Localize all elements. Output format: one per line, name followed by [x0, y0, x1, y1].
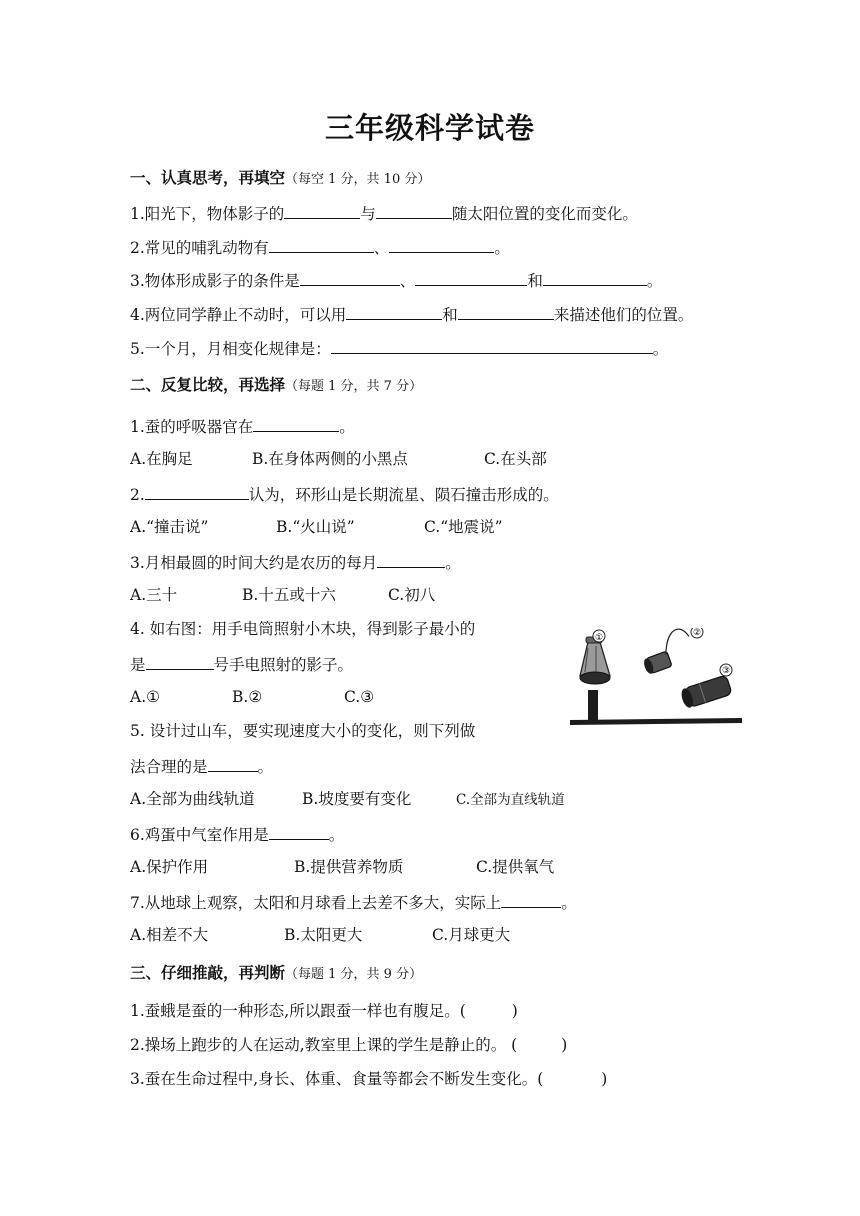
choice-question-5-cont	[130, 754, 273, 778]
judge-question-3	[130, 1068, 607, 1090]
choice-question-2	[130, 482, 559, 506]
choice-question-5	[130, 720, 475, 742]
fill-q1-text-b: 与	[360, 205, 376, 223]
flashlight-2-icon	[636, 628, 696, 675]
fill-question-1	[130, 201, 638, 225]
answer-blank[interactable]	[269, 822, 329, 840]
option-a[interactable]: A.三十	[130, 586, 178, 604]
fill-q2-text-c: 。	[494, 239, 510, 257]
choice-question-7	[130, 890, 577, 914]
answer-blank[interactable]	[331, 336, 653, 354]
option-b[interactable]: B.太阳更大	[284, 926, 363, 944]
answer-blank[interactable]	[284, 201, 360, 219]
choice-q6-stem-b: 。	[328, 826, 345, 844]
judge-q3-text: 3.蚕在生命过程中,身长、体重、食量等都会不断发生变化。(	[130, 1070, 544, 1088]
option-b[interactable]: B.②	[232, 688, 263, 706]
option-c[interactable]: C.全部为直线轨道	[456, 792, 565, 808]
answer-blank[interactable]	[389, 235, 494, 253]
option-c[interactable]: C.在头部	[484, 450, 547, 468]
judge-question-1	[130, 1000, 518, 1022]
choice-question-6	[130, 822, 344, 846]
choice-q5-line-2b: 。	[257, 758, 274, 776]
option-c[interactable]: C.初八	[388, 586, 436, 604]
flashlight-3-icon	[679, 675, 732, 709]
section-2-heading	[130, 374, 422, 398]
judge-q3-close: )	[601, 1070, 608, 1088]
judge-q2-text: 2.操场上跑步的人在运动,教室里上课的学生是静止的。 (	[130, 1036, 518, 1054]
choice-q5-line-2a: 法合理的是	[130, 758, 208, 776]
answer-blank[interactable]	[376, 201, 452, 219]
choice-q7-stem-a: 7.从地球上观察，太阳和月球看上去差不多大，实际上	[130, 894, 502, 912]
page-title: 三年级科学试卷	[324, 111, 535, 145]
wood-block	[588, 690, 598, 720]
fill-q1-text-c: 随太阳位置的变化而变化。	[451, 205, 638, 223]
choice-options-6	[130, 856, 554, 878]
answer-blank[interactable]	[300, 268, 400, 286]
answer-blank[interactable]	[346, 302, 442, 320]
choice-question-4	[130, 618, 475, 640]
answer-blank[interactable]	[253, 414, 339, 432]
section-2-note: （每题 1 分，共 7 分）	[285, 379, 423, 394]
fill-q4-text-c: 来描述他们的位置。	[553, 306, 694, 324]
choice-q3-stem-a: 3.月相最圆的时间大约是农历的每月	[130, 554, 378, 572]
fill-q3-text-c: 和	[527, 272, 543, 290]
fill-q3-text-a: 3.物体形成影子的条件是	[130, 272, 300, 290]
fill-question-2	[130, 235, 510, 259]
choice-q6-stem-a: 6.鸡蛋中气室作用是	[130, 826, 269, 844]
answer-blank[interactable]	[269, 235, 374, 253]
answer-blank[interactable]	[146, 652, 214, 670]
fill-q3-text-d: 。	[646, 272, 663, 290]
fill-question-4	[130, 302, 693, 326]
judge-q1-text: 1.蚕蛾是蚕的一种形态,所以跟蚕一样也有腹足。(	[130, 1002, 466, 1020]
choice-options-3	[130, 584, 435, 606]
answer-blank[interactable]	[543, 268, 647, 286]
choice-q1-stem-a: 1.蚕的呼吸器官在	[130, 418, 254, 436]
section-1-title: 一、认真思考，再填空	[130, 169, 286, 187]
choice-q4-line-1: 4. 如右图：用手电筒照射小木块，得到影子最小的	[130, 620, 476, 638]
choice-question-3	[130, 550, 461, 574]
choice-q7-stem-b: 。	[561, 894, 577, 912]
choice-options-5	[130, 788, 565, 811]
option-b[interactable]: B.十五或十六	[242, 586, 336, 604]
section-3-note: （每题 1 分，共 9 分）	[285, 967, 423, 982]
option-b[interactable]: B.坡度要有变化	[302, 790, 412, 808]
option-b[interactable]: B.在身体两侧的小黑点	[252, 450, 408, 468]
fill-q2-text-b: 、	[373, 239, 390, 257]
judge-q1-close: )	[511, 1002, 518, 1020]
option-a[interactable]: A.相差不大	[130, 926, 209, 944]
fill-question-5	[130, 336, 668, 360]
option-b[interactable]: B.提供营养物质	[294, 858, 404, 876]
option-b[interactable]: B.“火山说”	[276, 518, 355, 536]
judge-q2-close: )	[561, 1036, 568, 1054]
flashlight-label-3: ③	[721, 666, 731, 676]
option-a[interactable]: A.全部为曲线轨道	[130, 790, 255, 808]
option-c[interactable]: C.月球更大	[432, 926, 511, 944]
section-1-heading	[130, 167, 430, 191]
choice-q3-stem-b: 。	[445, 554, 461, 572]
answer-blank[interactable]	[501, 890, 561, 908]
option-a[interactable]: A.保护作用	[130, 858, 209, 876]
option-c[interactable]: C.③	[344, 688, 375, 706]
choice-q5-line-1: 5. 设计过山车，要实现速度大小的变化，则下列做	[130, 722, 476, 740]
section-1-note: （每空 1 分，共 10 分）	[285, 172, 431, 187]
option-a[interactable]: A.在胸足	[130, 450, 193, 468]
choice-q2-stem-a: 2.	[130, 486, 145, 504]
choice-options-1	[130, 448, 547, 470]
fill-q5-text-b: 。	[652, 340, 669, 358]
option-c[interactable]: C.提供氧气	[476, 858, 555, 876]
choice-question-1	[130, 414, 355, 438]
option-c[interactable]: C.“地震说”	[424, 518, 503, 536]
answer-blank[interactable]	[145, 482, 249, 500]
answer-blank[interactable]	[458, 302, 554, 320]
answer-blank[interactable]	[208, 754, 258, 772]
flashlight-1-icon	[580, 637, 610, 684]
judge-question-2	[130, 1034, 567, 1056]
fill-question-3	[130, 268, 662, 292]
option-a[interactable]: A.①	[130, 688, 161, 706]
option-a[interactable]: A.“撞击说”	[130, 518, 209, 536]
fill-q3-text-b: 、	[399, 272, 416, 290]
choice-q1-stem-b: 。	[339, 418, 355, 436]
choice-options-4	[130, 686, 374, 708]
choice-q4-line-2b: 号手电照射的影子。	[213, 656, 354, 674]
fill-q4-text-b: 和	[442, 306, 458, 324]
fill-q4-text-a: 4.两位同学静止不动时，可以用	[130, 306, 347, 324]
section-2-title: 二、反复比较，再选择	[130, 376, 286, 394]
choice-options-2	[130, 516, 503, 538]
fill-q5-text-a: 5.一个月，月相变化规律是：	[130, 340, 331, 358]
answer-blank[interactable]	[415, 268, 527, 286]
flashlight-label-2: ②	[692, 628, 702, 638]
section-3-heading	[130, 962, 422, 986]
choice-question-4-cont	[130, 652, 353, 676]
fill-q1-text-a: 1.阳光下，物体影子的	[130, 205, 285, 223]
section-3-title: 三、仔细推敲，再判断	[130, 964, 286, 982]
answer-blank[interactable]	[377, 550, 445, 568]
flashlight-label-1: ①	[594, 633, 604, 643]
choice-q4-line-2a: 是	[130, 656, 146, 674]
choice-q2-stem-b: 认为，环形山是长期流星、陨石撞击形成的。	[248, 486, 559, 504]
flashlight-shadow-figure	[566, 628, 746, 730]
fill-q2-text-a: 2.常见的哺乳动物有	[130, 239, 269, 257]
choice-options-7	[130, 924, 510, 946]
